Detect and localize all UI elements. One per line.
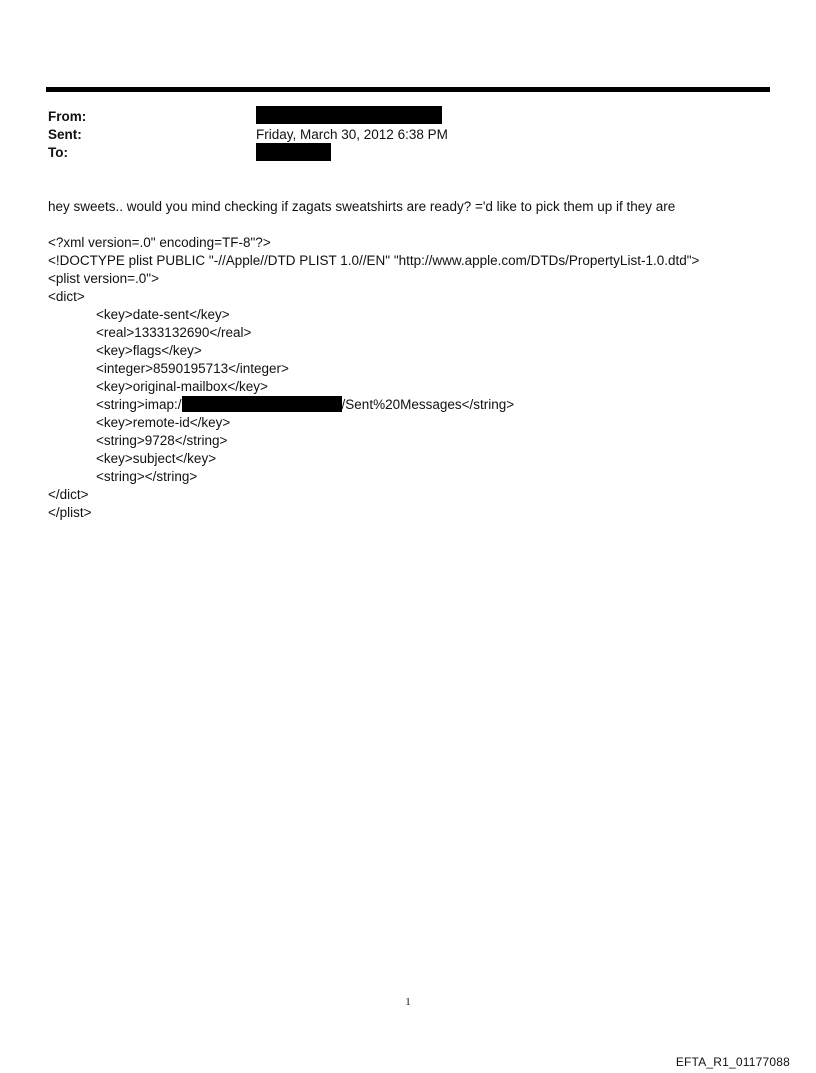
header-rule <box>46 87 770 92</box>
string-imap-line <box>96 396 514 414</box>
string-imap-suffix: /Sent%20Messages</string> <box>341 397 515 412</box>
key-subject: <key>subject</key> <box>96 451 217 466</box>
from-label: From: <box>48 109 87 124</box>
plist-open-tag: <plist version=.0"> <box>48 271 159 286</box>
key-flags: <key>flags</key> <box>96 343 202 358</box>
sent-value: Friday, March 30, 2012 6:38 PM <box>256 127 448 142</box>
string-remote-id: <string>9728</string> <box>96 433 228 448</box>
from-redaction <box>256 106 442 124</box>
plist-doctype: <!DOCTYPE plist PUBLIC "-//Apple//DTD PLIST 1.0//EN" "http://www.apple.com/DTDs/PropertyList-1.0.dtd"> <box>48 253 700 268</box>
dict-close-tag: </dict> <box>48 487 89 502</box>
to-redaction <box>256 143 331 161</box>
page-number: 1 <box>405 996 411 1008</box>
bates-number: EFTA_R1_01177088 <box>675 1055 790 1069</box>
to-label: To: <box>48 145 68 160</box>
string-imap-prefix: <string>imap:/ <box>96 397 182 412</box>
imap-redaction <box>182 396 342 412</box>
integer-flags-value: <integer>8590195713</integer> <box>96 361 289 376</box>
plist-xml-declaration: <?xml version=.0" encoding=TF-8"?> <box>48 235 271 250</box>
sent-label: Sent: <box>48 127 82 142</box>
message-body: hey sweets.. would you mind checking if zagats sweatshirts are ready? ='d like to pick them up if they are <box>48 199 676 214</box>
real-date-value: <real>1333132690</real> <box>96 325 252 340</box>
key-date-sent: <key>date-sent</key> <box>96 307 230 322</box>
plist-close-tag: </plist> <box>48 505 92 520</box>
key-original-mailbox: <key>original-mailbox</key> <box>96 379 268 394</box>
dict-open-tag: <dict> <box>48 289 85 304</box>
key-remote-id: <key>remote-id</key> <box>96 415 231 430</box>
string-subject: <string></string> <box>96 469 198 484</box>
